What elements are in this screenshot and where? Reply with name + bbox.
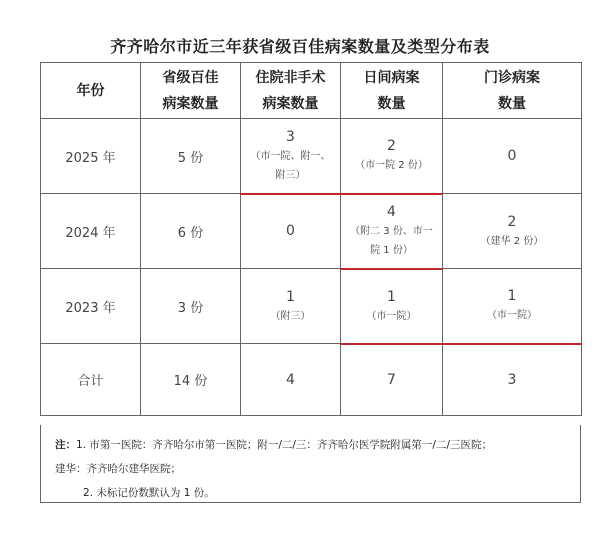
table-row <box>41 194 582 269</box>
header-outpatient: 门诊病案 数量 <box>443 63 582 119</box>
header-year: 年份 <box>41 63 141 119</box>
total-outpatient: 3 <box>443 344 582 416</box>
table-row <box>41 269 582 344</box>
daytime-cell: 4 （附二 3 份、市一 院 1 份） <box>341 194 443 269</box>
outpatient-cell: 1 （市一院） <box>443 269 582 344</box>
total-cell: 5 份 <box>141 119 241 194</box>
distribution-table <box>40 62 582 416</box>
year-cell: 2025 年 <box>41 119 141 194</box>
total-sum: 14 份 <box>141 344 241 416</box>
header-daytime: 日间病案 数量 <box>341 63 443 119</box>
table-row <box>41 119 582 194</box>
outpatient-cell: 0 <box>443 119 582 194</box>
total-row <box>41 344 582 416</box>
daytime-cell: 1 （市一院） <box>341 269 443 344</box>
inpatient-cell: 3 （市一院、附一、 附三） <box>241 119 341 194</box>
header-row <box>41 63 582 119</box>
note-line-2: 建华：齐齐哈尔建华医院； <box>55 463 181 475</box>
total-cell: 6 份 <box>141 194 241 269</box>
outpatient-cell: 2 （建华 2 份） <box>443 194 582 269</box>
year-cell: 2024 年 <box>41 194 141 269</box>
total-daytime: 7 <box>341 344 443 416</box>
total-cell: 3 份 <box>141 269 241 344</box>
header-total: 省级百佳 病案数量 <box>141 63 241 119</box>
note-line-1: 注：1. 市第一医院：齐齐哈尔市第一医院；附一/二/三：齐齐哈尔医学院附属第一/二/三医院； <box>55 439 493 451</box>
inpatient-cell: 0 <box>241 194 341 269</box>
table-notes <box>40 425 581 503</box>
header-inpatient: 住院非手术 病案数量 <box>241 63 341 119</box>
inpatient-cell: 1 （附三） <box>241 269 341 344</box>
total-inpatient: 4 <box>241 344 341 416</box>
year-cell: 2023 年 <box>41 269 141 344</box>
total-label: 合计 <box>41 344 141 416</box>
daytime-cell: 2 （市一院 2 份） <box>341 119 443 194</box>
note-line-3: 2. 未标记份数默认为 1 份。 <box>83 487 215 499</box>
table-title: 齐齐哈尔市近三年获省级百佳病案数量及类型分布表 <box>110 37 490 56</box>
